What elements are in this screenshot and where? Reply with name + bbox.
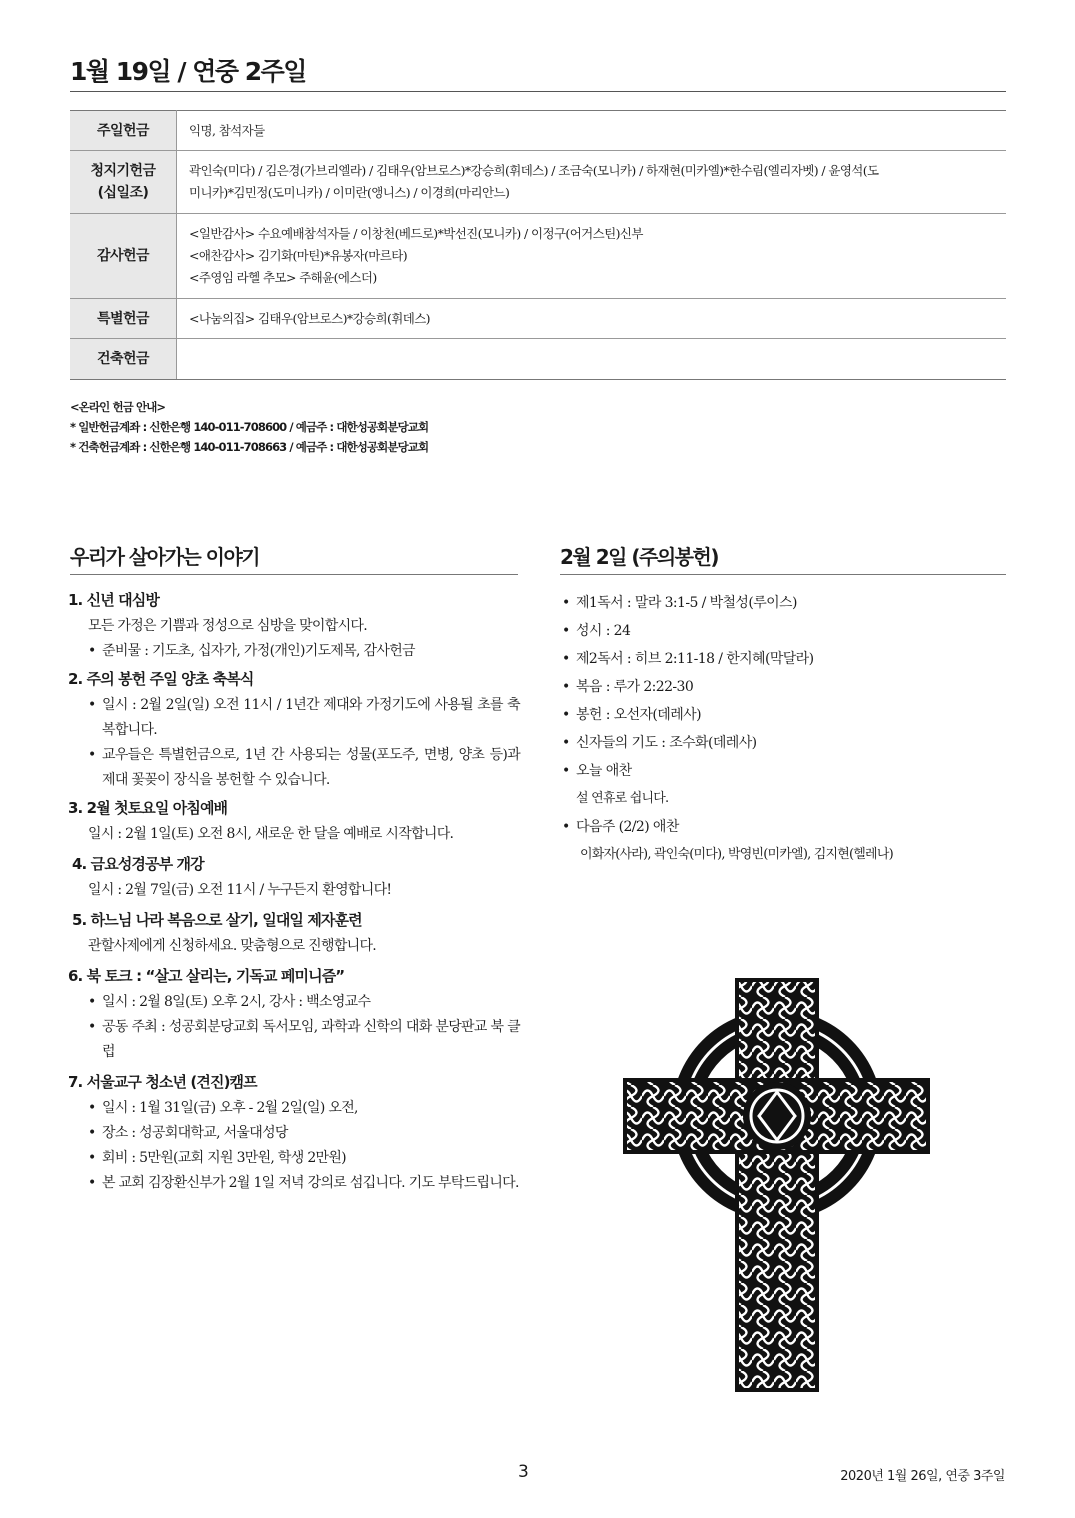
liturgy-item [560, 673, 1006, 701]
building-account: * 건축헌금계좌 : 신한은행 140-011-708663 / 예금주 : 대한성공회분당교회 [70, 440, 429, 454]
liturgy-item [560, 757, 1006, 813]
offering-line: 익명, 참석자들 [189, 122, 265, 138]
liturgy-item-note: 설 연휴로 쉽니다. [576, 791, 669, 806]
offering-content [177, 214, 1007, 299]
story-bullet: • 일시 : 1월 31일(금) 오후 - 2월 2일(일) 오전, [68, 1096, 520, 1121]
story-title: 우리가 살아가는 이야기 [70, 545, 260, 569]
story-bullet: • 일시 : 2월 8일(토) 오후 2시, 강사 : 백소영교수 [68, 990, 520, 1015]
online-giving-info [70, 397, 428, 457]
story-heading: 5. 하느님 나라 복음으로 살기, 일대일 제자훈련 [72, 911, 362, 929]
footer-date: 2020년 1월 26일, 연중 3주일 [840, 1469, 1005, 1484]
offering-content [177, 151, 1007, 214]
story-bullet: • 준비물 : 기도초, 십자가, 가정(개인)기도제목, 감사헌금 [68, 639, 520, 664]
offering-label: 건축헌금 [70, 339, 177, 380]
liturgy-item-text: 봉헌 : 오선자(데레사) [576, 707, 701, 723]
offering-table [70, 110, 1006, 380]
offering-label: 청지기헌금 (십일조) [70, 151, 177, 214]
story-heading: 2. 주의 봉헌 주일 양초 축복식 [68, 670, 254, 688]
liturgy-title: 2월 2일 (주의봉헌) [560, 545, 718, 569]
offering-row [70, 299, 1006, 339]
story-heading: 1. 신년 대심방 [68, 591, 159, 609]
story-heading: 3. 2월 첫토요일 아침예배 [68, 799, 228, 817]
offering-row [70, 214, 1006, 299]
story-bullets [68, 990, 520, 1065]
story-bullet: • 회비 : 5만원(교회 지원 3만원, 학생 2만원) [68, 1146, 520, 1171]
page-title: 1월 19일 / 연중 2주일 [70, 57, 306, 86]
offering-row [70, 111, 1006, 151]
story-bullet: • 공동 주최 : 성공회분당교회 독서모임, 과학과 신학의 대화 분당판교 북 클럽 [68, 1015, 520, 1065]
online-giving-title: <온라인 헌금 안내> [70, 400, 166, 414]
offering-line: <애찬감사> 김기화(마틴)*유봉자(마르타) [189, 248, 408, 263]
story-bullets [68, 1096, 520, 1196]
liturgy-item-text: 신자들의 기도 : 조수화(데레사) [576, 735, 757, 751]
story-text: 관할사제에게 신청하세요. 맞춤형으로 진행합니다. [88, 938, 377, 954]
page-number: 3 [518, 1462, 529, 1482]
liturgy-list [560, 589, 1006, 869]
offering-content [177, 111, 1007, 151]
liturgy-items [560, 589, 1006, 869]
liturgy-item-note: 이화자(사라), 곽인숙(미다), 박영빈(미카엘), 김지현(헬레나) [580, 847, 893, 862]
liturgy-item-text: 다음주 (2/2) 애찬 [576, 819, 679, 835]
story-bullet: • 본 교회 김장환신부가 2월 1일 저녁 강의로 섬깁니다. 기도 부탁드립니다. [68, 1171, 520, 1196]
liturgy-item [560, 813, 1006, 869]
liturgy-item [560, 701, 1006, 729]
liturgy-item-text: 제2독서 : 히브 2:11-18 / 한지혜(막달라) [576, 651, 814, 667]
offering-label: 특별헌금 [70, 299, 177, 339]
liturgy-item [560, 617, 1006, 645]
liturgy-item-text: 제1독서 : 말라 3:1-5 / 박철성(루이스) [576, 595, 797, 611]
offering-row [70, 151, 1006, 214]
story-list [68, 589, 520, 1196]
offering-content [177, 299, 1007, 339]
story-bullets [68, 693, 520, 793]
liturgy-item-text: 복음 : 루가 2:22-30 [576, 679, 694, 695]
story-text: 일시 : 2월 1일(토) 오전 8시, 새로운 한 달을 예배로 시작합니다. [88, 826, 454, 842]
story-bullet: • 일시 : 2월 2일(일) 오전 11시 / 1년간 제대와 가정기도에 사용될 초를 축복합니다. [68, 693, 520, 743]
story-text: 모든 가정은 기쁨과 정성으로 심방을 맞이합시다. [88, 618, 367, 634]
liturgy-item [560, 589, 1006, 617]
celtic-cross-icon [620, 975, 933, 1393]
offering-row [70, 339, 1006, 380]
liturgy-item-text: 오늘 애찬 [576, 763, 632, 779]
story-divider [70, 574, 518, 575]
liturgy-divider [560, 574, 1006, 575]
story-heading: 6. 북 토크 : “살고 살리는, 기독교 페미니즘” [68, 967, 345, 985]
story-text: 일시 : 2월 7일(금) 오전 11시 / 누구든지 환영합니다! [88, 882, 392, 898]
liturgy-item [560, 729, 1006, 757]
story-bullet: • 장소 : 성공회대학교, 서울대성당 [68, 1121, 520, 1146]
offering-label: 주일헌금 [70, 111, 177, 151]
offering-line: <나눔의집> 김태우(암브로스)*강승희(휘데스) [189, 310, 430, 326]
offering-line: <일반감사> 수요예배참석자들 / 이창천(베드로)*박선진(모니카) / 이정구(어거스틴)신부 [189, 226, 643, 241]
offering-line: 미니카)*김민정(도미니카) / 이미란(앵니스) / 이경희(마리안느) [189, 185, 510, 200]
general-account: * 일반헌금계좌 : 신한은행 140-011-708600 / 예금주 : 대한성공회분당교회 [70, 420, 429, 434]
title-divider [70, 91, 1006, 92]
story-bullet: • 교우들은 특별헌금으로, 1년 간 사용되는 성물(포도주, 면병, 양초 등)과 제대 꽃꽂이 장식을 봉헌할 수 있습니다. [68, 743, 520, 793]
offering-line: <주영임 라헬 추모> 주해윤(에스더) [189, 270, 377, 285]
offering-line: 곽인숙(미다) / 김은경(가브리엘라) / 김태우(암브로스)*강승희(휘데스) / 조금숙(모니카) / 하재현(미카엘)*한수림(엘리자벳) / 윤영석(도 [189, 163, 879, 178]
offering-label: 감사헌금 [70, 214, 177, 299]
story-heading: 4. 금요성경공부 개강 [72, 855, 204, 873]
story-bullets [68, 639, 520, 664]
liturgy-item [560, 645, 1006, 673]
offering-content [177, 339, 1007, 380]
story-heading: 7. 서울교구 청소년 (견진)캠프 [68, 1073, 257, 1091]
liturgy-item-text: 성시 : 24 [576, 623, 631, 639]
